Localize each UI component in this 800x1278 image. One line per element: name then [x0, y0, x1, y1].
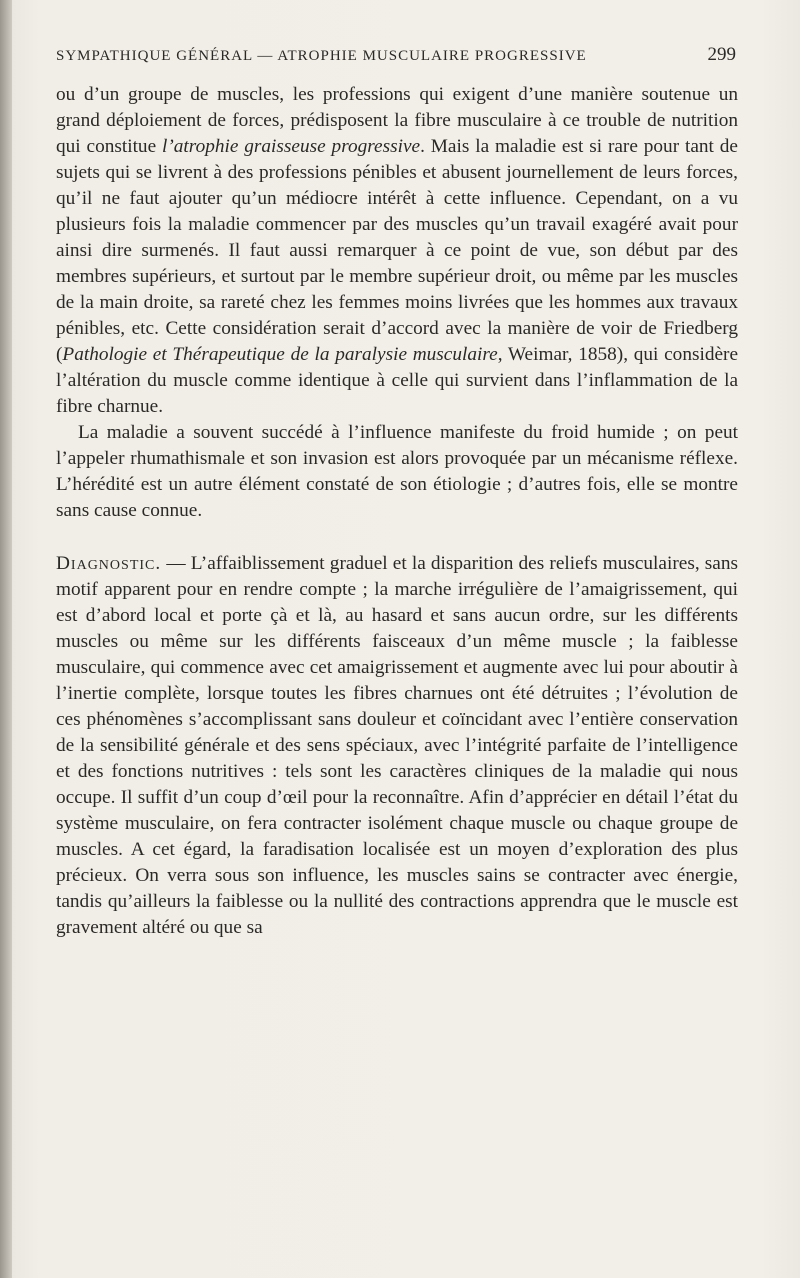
book-spine-shadow [0, 0, 12, 1278]
emphasis-term: l’atrophie graisseuse progressive [162, 136, 421, 157]
paragraph-text: ou d’un groupe de muscles, les professions qui exigent d’une manière soutenue un grand déploiement de forces, prédisposent la fibre musculaire à ce trouble de nutrition qui constitue [56, 84, 738, 157]
page-number: 299 [707, 44, 736, 65]
section-heading-diagnostic: Diagnostic. [56, 553, 162, 574]
paragraph-etiology [56, 420, 738, 524]
page-body [56, 82, 738, 941]
paragraph-text: La maladie a souvent succédé à l’influence manifeste du froid humide ; on peut l’appeler rhumathismale et son invasion est alors provoquée par un mécanisme réflexe. L’hérédité est un autre élément constaté de son étiologie ; d’autres fois, elle se montre sans cause connue. [56, 422, 738, 521]
paragraph-text: , Weimar, 1858), qui considère l’altération du muscle comme identique à celle qui survient dans l’inflammation de la fibre charnue. [56, 344, 738, 417]
running-title: SYMPATHIQUE GÉNÉRAL — ATROPHIE MUSCULAIRE PROGRESSIVE [56, 48, 587, 64]
page-header [56, 44, 736, 72]
paragraph-text: . Mais la maladie est si rare pour tant de sujets qui se livrent à des professions pénibles et abusent journellement de leurs forces, qu’il ne faut ajouter qu’un médiocre intérêt à cette influence. Cependant, on a vu plusieurs fois la maladie commencer par des muscles qu’un travail exagéré avait pour ainsi dire surmenés. Il faut aussi remarquer à ce point de vue, son début par des membres supérieurs, et surtout par le membre supérieur droit, ou même par les muscles de la main droite, sa rareté chez les femmes moins livrées que les hommes aux travaux pénibles, etc. Cette considération serait d’accord avec la manière de voir de Friedberg ( [56, 136, 738, 365]
paragraph-professions [56, 82, 738, 420]
paragraph-spacer [56, 524, 738, 551]
book-title-reference: Pathologie et Thérapeutique de la paralysie musculaire [62, 344, 498, 365]
paragraph-diagnostic [56, 551, 738, 941]
paragraph-text: — L’affaiblissement graduel et la disparition des reliefs musculaires, sans motif apparent pour en rendre compte ; la marche irrégulière de l’amaigrissement, qui est d’abord local et porte çà et là, au hasard et sans aucun ordre, sur les différents muscles ou même sur les différents faisceaux d’un même muscle ; la faiblesse musculaire, qui commence avec cet amaigrissement et augmente avec lui pour aboutir à l’inertie complète, lorsque toutes les fibres charnues ont été détruites ; l’évolution de ces phénomènes s’accomplissant sans douleur et coïncidant avec l’entière conservation de la sensibilité générale et des sens spéciaux, avec l’intégrité parfaite de l’intelligence et des fonctions nutritives : tels sont les caractères cliniques de la maladie qui nous occupe. Il suffit d’un coup d’œil pour la reconnaître. Afin d’apprécier en détail l’état du système musculaire, on fera contracter isolément chaque muscle ou chaque groupe de muscles. A cet égard, la faradisation localisée est un moyen d’exploration des plus précieux. On verra sous son influence, les muscles sains se contracter avec énergie, tandis qu’ailleurs la faiblesse ou la nullité des contractions apprendra que le muscle est gravement altéré ou que sa [56, 553, 738, 938]
